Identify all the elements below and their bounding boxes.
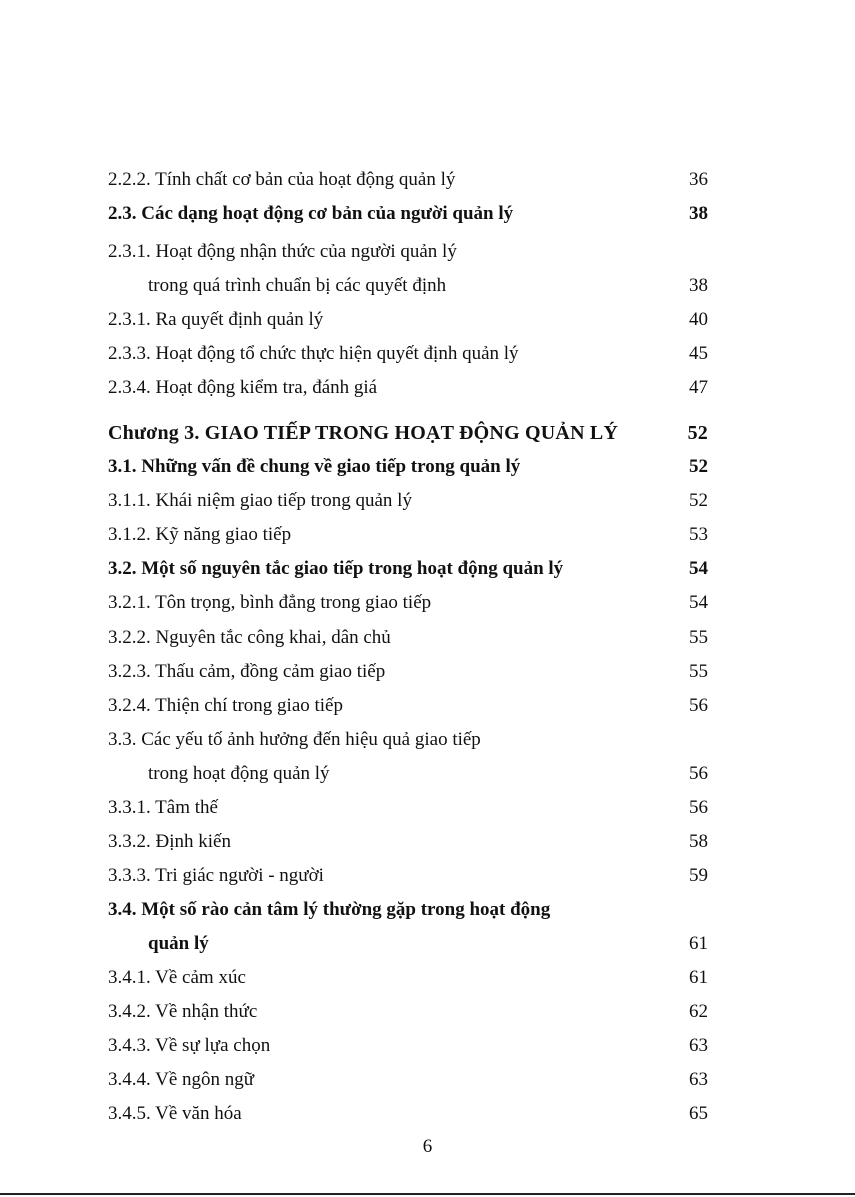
toc-entry-title: 3.3.3. Tri giác người - người	[108, 865, 324, 886]
toc-entry-page: 47	[689, 377, 708, 398]
toc-entry-title: 3.3.2. Định kiến	[108, 831, 231, 852]
page-bottom-edge	[0, 1193, 855, 1195]
toc-entry-page: 59	[689, 865, 708, 886]
toc-entry-title-continued: quản lý	[148, 933, 209, 954]
toc-entry-page: 54	[689, 592, 708, 613]
toc-entry-page: 36	[689, 169, 708, 190]
toc-entry-page: 63	[689, 1035, 708, 1056]
toc-entry-title: 2.3.1. Hoạt động nhận thức của người quản lý	[108, 241, 457, 262]
toc-entry-page: 52	[689, 456, 708, 477]
toc-entry-title: 3.4.4. Về ngôn ngữ	[108, 1069, 255, 1090]
toc-entry-title: 2.3.4. Hoạt động kiểm tra, đánh giá	[108, 377, 378, 398]
toc-entry-title: 3.2. Một số nguyên tắc giao tiếp trong hoạt động quản lý	[108, 558, 564, 579]
toc-entry-title: 3.4.2. Về nhận thức	[108, 1001, 258, 1022]
toc-entry-title: 3.2.3. Thấu cảm, đồng cảm giao tiếp	[108, 661, 386, 682]
toc-entry-page: 53	[689, 524, 708, 545]
toc-entry-page: 52	[689, 490, 708, 511]
toc-entry	[108, 240, 708, 300]
page-number: 6	[422, 1136, 433, 1157]
toc-entry-page: 61	[689, 933, 708, 954]
toc-entry-page: 55	[689, 661, 708, 682]
toc-entry-title: 2.2.2. Tính chất cơ bản của hoạt động quản lý	[108, 169, 456, 190]
toc-entry-title: 3.1.2. Kỹ năng giao tiếp	[108, 524, 292, 545]
toc-entry-title: 3.4.1. Về cảm xúc	[108, 967, 246, 988]
toc-entry-title: 3.2.4. Thiện chí trong giao tiếp	[108, 695, 343, 716]
toc-entry-page: 56	[689, 763, 708, 784]
toc-entry-title: 2.3.1. Ra quyết định quản lý	[108, 309, 324, 330]
toc-entry-title: 3.3. Các yếu tố ảnh hưởng đến hiệu quả giao tiếp	[108, 729, 481, 750]
toc-entry-page: 62	[689, 1001, 708, 1022]
toc-entry-title: 3.3.1. Tâm thế	[108, 797, 218, 818]
toc-entry-page: 40	[689, 309, 708, 330]
toc-entry-page: 63	[689, 1069, 708, 1090]
toc-entry	[108, 728, 708, 788]
toc-section-heading	[108, 898, 708, 958]
toc-entry-page: 65	[689, 1103, 708, 1124]
toc-entry-title: 3.4.5. Về văn hóa	[108, 1103, 242, 1124]
toc-entry-page: 38	[689, 275, 708, 296]
toc-entry-title: 3.1. Những vấn đề chung về giao tiếp trong quản lý	[108, 456, 521, 477]
toc-entry-page: 45	[689, 343, 708, 364]
toc-entry-page: 61	[689, 967, 708, 988]
toc-entry-title: 3.2.2. Nguyên tắc công khai, dân chủ	[108, 627, 391, 648]
toc-entry-page: 52	[687, 422, 708, 444]
toc-entry-title: 3.4. Một số rào cản tâm lý thường gặp trong hoạt động	[108, 899, 551, 920]
toc-entry-title: 3.4.3. Về sự lựa chọn	[108, 1035, 271, 1056]
toc-entry-page: 58	[689, 831, 708, 852]
toc-entry-title: Chương 3. GIAO TIẾP TRONG HOẠT ĐỘNG QUẢN LÝ	[108, 422, 619, 444]
toc-entry-title: 2.3.3. Hoạt động tổ chức thực hiện quyết định quản lý	[108, 343, 519, 364]
toc-entry-page: 56	[689, 695, 708, 716]
toc-entry-page: 54	[689, 558, 708, 579]
toc-entry-title: 3.2.1. Tôn trọng, bình đẳng trong giao tiếp	[108, 592, 432, 613]
toc-entry-page: 55	[689, 627, 708, 648]
toc-entry-title: 3.1.1. Khái niệm giao tiếp trong quản lý	[108, 490, 412, 511]
toc-entry-page: 56	[689, 797, 708, 818]
toc-entry-page: 38	[689, 203, 708, 224]
toc-entry-title: 2.3. Các dạng hoạt động cơ bản của người quản lý	[108, 203, 514, 224]
toc-entry-title-continued: trong hoạt động quản lý	[148, 763, 330, 784]
toc-entry-title-continued: trong quá trình chuẩn bị các quyết định	[148, 275, 447, 296]
